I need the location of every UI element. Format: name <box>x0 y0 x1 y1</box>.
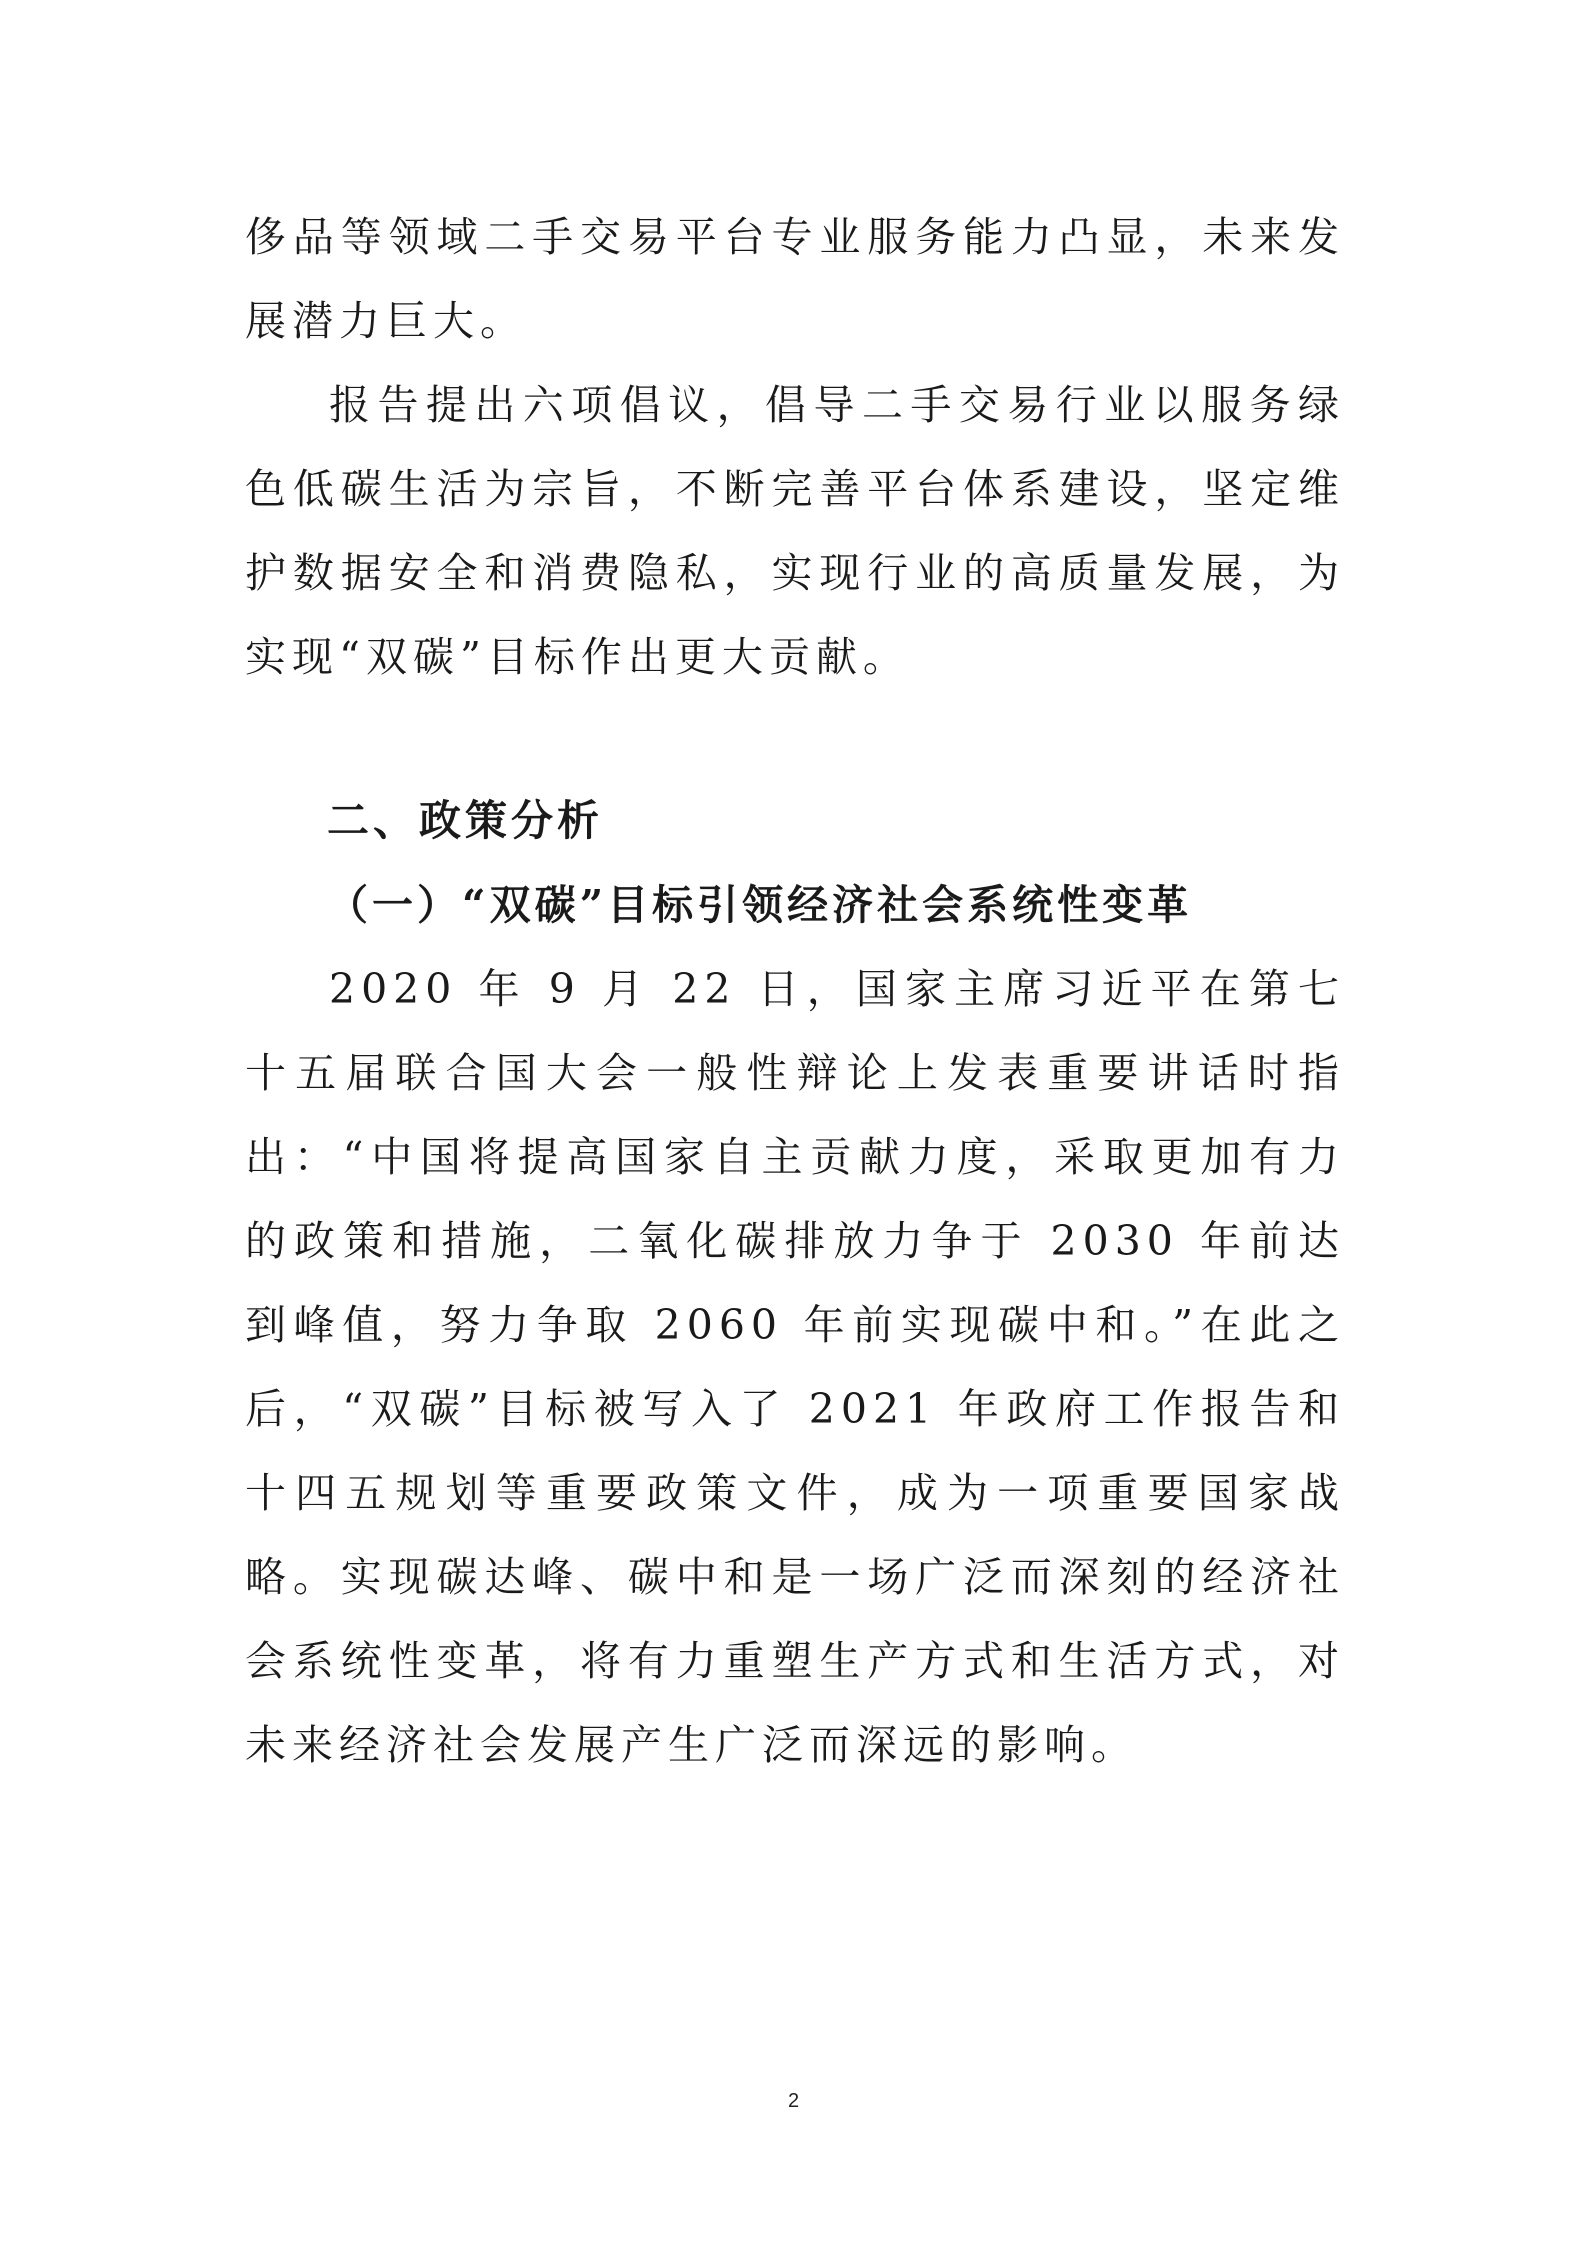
subsection-heading: （一）“双碳”目标引领经济社会系统性变革 <box>327 881 1193 929</box>
paragraph-continued: 侈品等领域二手交易平台专业服务能力凸显，未来发展潜力巨大。 <box>245 213 1345 345</box>
page-number: 2 <box>787 2090 800 2112</box>
section-heading: 二、政策分析 <box>327 796 604 845</box>
paragraph-dual-carbon: 2020 年 9 月 22 日，国家主席习近平在第七十五届联合国大会一般性辩论上发表重要讲话时指出：“中国将提高国家自主贡献力度，采取更加有力的政策和措施，二氧化碳排放力争于 2030 年前达到峰值，努力争取 2060 年前实现碳中和。”在此之后，“双碳”目标被写入了 2021 年政府工作报告和十四五规划等重要政策文件，成为一项重要国家战略。实现碳达峰、碳中和是一场广泛而深刻的经济社会系统性变革，将有力重塑生产方式和生活方式，对未来经济社会发展产生广泛而深远的影响。 <box>245 965 1345 1769</box>
document-page <box>245 195 1345 1787</box>
section-spacer <box>245 699 1345 779</box>
paragraph-report-proposals: 报告提出六项倡议，倡导二手交易行业以服务绿色低碳生活为宗旨，不断完善平台体系建设，坚定维护数据安全和消费隐私，实现行业的高质量发展，为实现“双碳”目标作出更大贡献。 <box>245 381 1345 681</box>
